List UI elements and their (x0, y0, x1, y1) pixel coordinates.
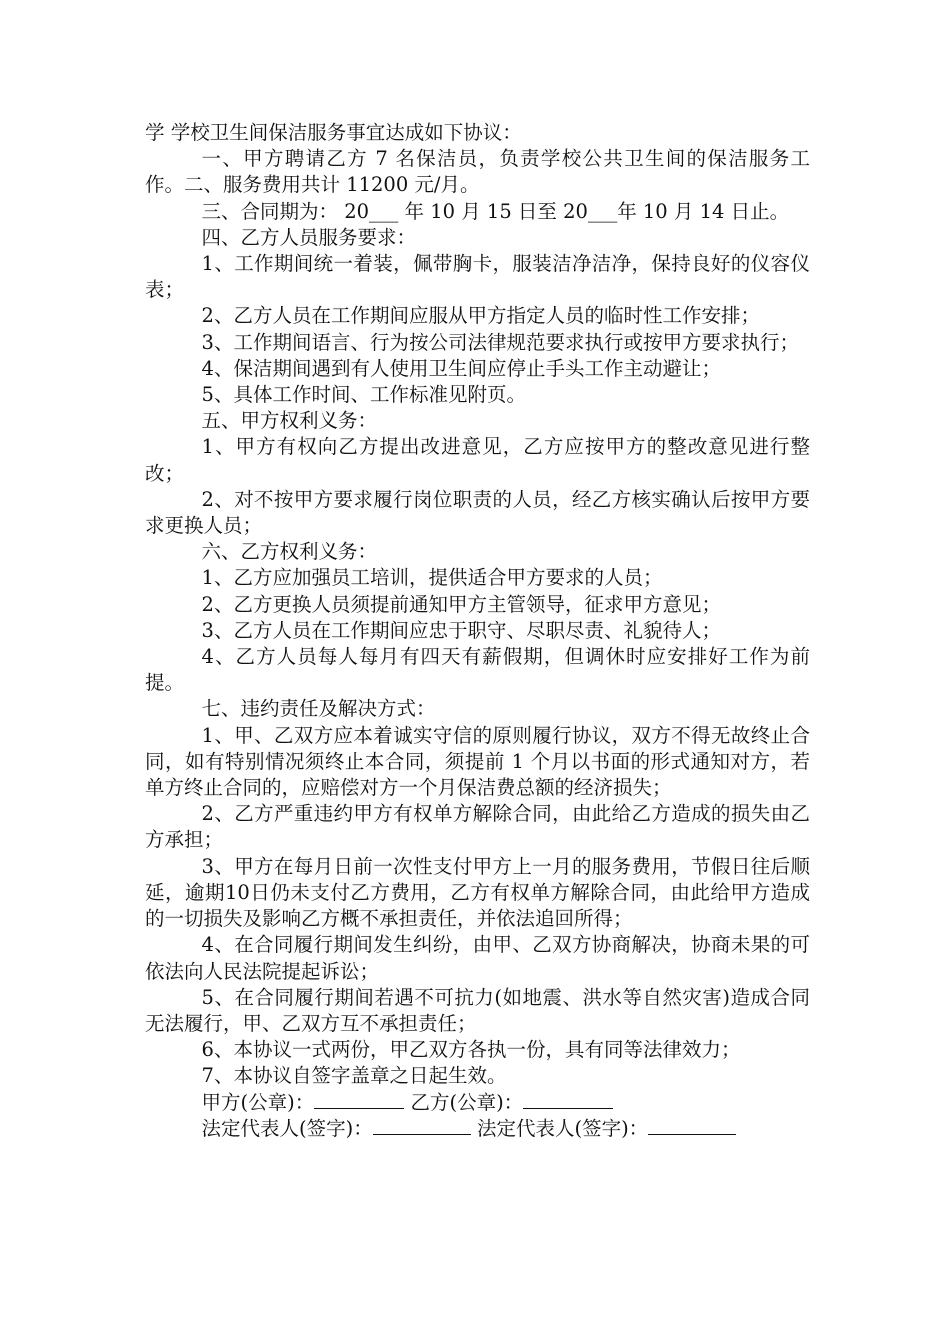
paragraph: 三、合同期为： 20___ 年 10 月 15 日至 20___年 10 月 14 日止。 (201, 199, 790, 223)
paragraph: 2、乙方严重违约甲方有权单方解除合同，由此给乙方造成的损失由乙方承担； (145, 802, 810, 852)
party-b-rep-label: 法定代表人(签字)： (476, 1116, 649, 1140)
representative-line (145, 1116, 810, 1142)
paragraph: 六、乙方权利义务： (201, 540, 378, 564)
paragraph: 四、乙方人员服务要求： (201, 225, 417, 249)
paragraph: 1、甲方有权向乙方提出改进意见，乙方应按甲方的整改意见进行整改； (145, 435, 810, 485)
paragraph: 2、对不按甲方要求履行岗位职责的人员，经乙方核实确认后按甲方要求更换人员； (145, 487, 810, 538)
paragraph: 7、本协议自签字盖章之日起生效。 (201, 1064, 507, 1088)
party-a-rep-label: 法定代表人(签字)： (201, 1116, 373, 1140)
paragraph: 1、工作期间统一着装，佩带胸卡，服装洁净洁净，保持良好的仪容仪表； (145, 252, 810, 302)
paragraph: 2、乙方人员在工作期间应服从甲方指定人员的临时性工作安排； (201, 304, 760, 328)
seal-line (145, 1090, 810, 1116)
paragraph: 2、乙方更换人员须提前通知甲方主管领导，征求甲方意见； (201, 592, 721, 616)
paragraph: 4、保洁期间遇到有人使用卫生间应停止手头工作主动避让； (201, 356, 721, 380)
contract-body (145, 120, 810, 1142)
paragraph: 4、乙方人员每人每月有四天有薪假期，但调休时应安排好工作为前提。 (145, 645, 810, 695)
paragraph: 5、在合同履行期间若遇不可抗力(如地震、洪水等自然灾害)造成合同无法履行，甲、乙双方互不承担责任； (145, 985, 810, 1035)
party-a-rep-blank (373, 1116, 471, 1135)
paragraph: 3、甲方在每月日前一次性支付甲方上一月的服务费用，节假日往后顺延，逾期10日仍未支付乙方费用，乙方有权单方解除合同，由此给甲方造成的一切损失及影响乙方概不承担责任，并依法追回所得； (145, 854, 810, 931)
paragraph: 学 学校卫生间保洁服务事宜达成如下协议： (145, 121, 522, 144)
party-a-seal-blank (314, 1090, 404, 1109)
paragraph: 七、违约责任及解决方式： (201, 697, 436, 721)
party-b-seal-blank (523, 1090, 613, 1109)
paragraph: 1、甲、乙双方应本着诚实守信的原则履行协议，双方不得无故终止合同，如有特别情况须终止本合同，须提前 1 个月以书面的形式通知对方，若单方终止合同的，应赔偿对方一个月保洁费总额的经济损失； (145, 723, 810, 800)
party-b-seal-label: 乙方(公章)： (410, 1090, 524, 1114)
party-b-rep-blank (648, 1116, 736, 1135)
paragraph: 6、本协议一式两份，甲乙双方各执一份，具有同等法律效力； (201, 1038, 741, 1062)
paragraph: 五、甲方权利义务： (201, 409, 378, 433)
paragraph: 1、乙方应加强员工培训，提供适合甲方要求的人员； (201, 566, 663, 590)
paragraph: 5、具体工作时间、工作标准见附页。 (201, 383, 526, 407)
paragraph: 一、甲方聘请乙方 7 名保洁员，负责学校公共卫生间的保洁服务工作。二、服务费用共计 11200 元/月。 (145, 147, 810, 197)
party-a-seal-label: 甲方(公章)： (201, 1090, 315, 1114)
paragraph: 3、工作期间语言、行为按公司法律规范要求执行或按甲方要求执行； (201, 330, 799, 354)
paragraph: 4、在合同履行期间发生纠纷，由甲、乙双方协商解决，协商未果的可依法向人民法院提起诉讼； (145, 933, 810, 983)
paragraph: 3、乙方人员在工作期间应忠于职守、尽职尽责、礼貌待人； (201, 618, 721, 642)
